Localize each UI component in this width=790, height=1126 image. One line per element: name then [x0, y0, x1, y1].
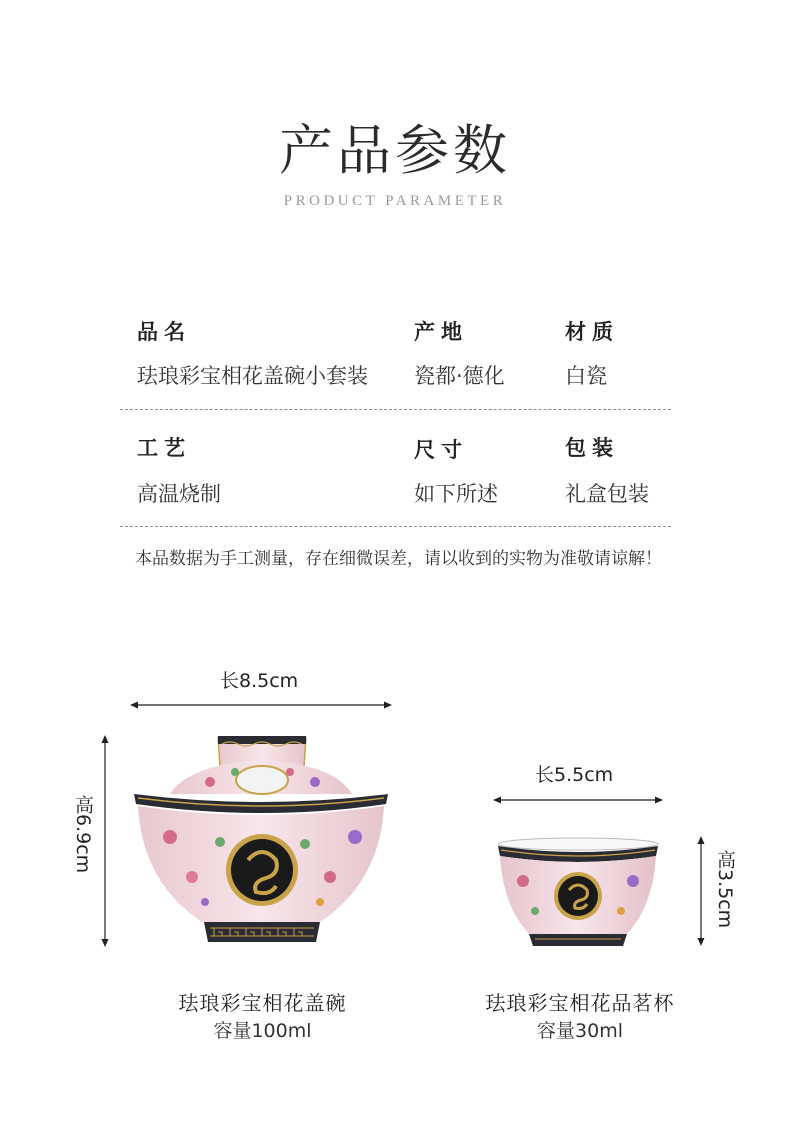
- param-value-name: 珐琅彩宝相花盖碗小套装: [137, 364, 368, 388]
- param-value-material: 白瓷: [565, 364, 607, 388]
- gaiwan-length-label: 长8.5cm: [220, 670, 299, 692]
- param-label-origin: 产地: [414, 320, 468, 344]
- param-value-size: 如下所述: [414, 482, 498, 506]
- gaiwan-height-arrow: [98, 735, 112, 947]
- measurement-note: 本品数据为手工测量，存在细微误差，请以收到的实物为准敬请谅解！: [135, 549, 662, 569]
- cup-height-arrow: [694, 836, 708, 946]
- param-label-material: 材质: [565, 320, 619, 344]
- param-label-craft: 工艺: [137, 436, 191, 460]
- cup-length-arrow: [493, 793, 663, 807]
- divider: [120, 526, 671, 527]
- param-value-craft: 高温烧制: [137, 482, 221, 506]
- param-label-name: 品名: [137, 320, 191, 344]
- cup-height-label: 高3.5cm: [714, 850, 736, 929]
- param-value-package: 礼盒包装: [565, 482, 649, 506]
- gaiwan-name: 珐琅彩宝相花盖碗: [178, 991, 347, 1015]
- param-label-package: 包装: [565, 436, 619, 460]
- gaiwan-height-label: 高6.9cm: [72, 795, 94, 874]
- cup-capacity: 容量30ml: [537, 1020, 623, 1042]
- param-value-origin: 瓷都·德化: [414, 364, 505, 388]
- divider: [120, 409, 671, 410]
- cup-length-label: 长5.5cm: [535, 764, 614, 786]
- gaiwan-image: [130, 732, 392, 950]
- gaiwan-length-arrow: [130, 698, 392, 712]
- param-label-size: 尺寸: [414, 438, 468, 462]
- cup-image: [495, 836, 661, 948]
- page-subtitle: PRODUCT PARAMETER: [283, 193, 507, 209]
- gaiwan-capacity: 容量100ml: [213, 1020, 312, 1042]
- page-title: 产品参数: [279, 119, 511, 182]
- cup-name: 珐琅彩宝相花品茗杯: [485, 991, 675, 1015]
